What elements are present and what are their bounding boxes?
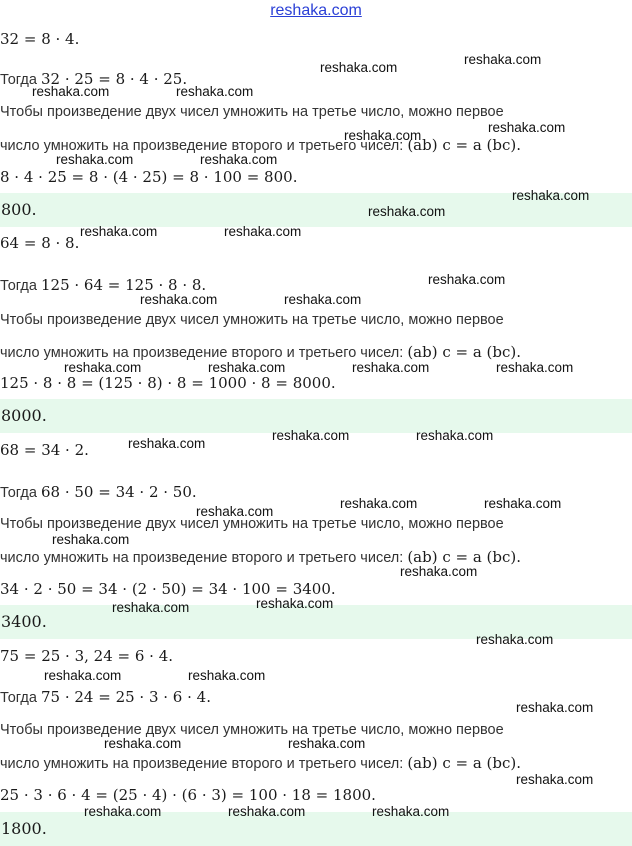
rule-text: число умножить на произведение второго и третьего чисел: (0, 550, 404, 566)
watermark: reshaka.com (140, 292, 218, 307)
watermark: reshaka.com (208, 360, 286, 375)
then-label: Тогда (0, 72, 37, 88)
watermark: reshaka.com (228, 804, 306, 819)
rule-line-4b (0, 754, 521, 772)
answer-value: 3400. (1, 612, 47, 631)
watermark: reshaka.com (112, 600, 190, 615)
answer-value: 1800. (1, 819, 47, 838)
watermark: reshaka.com (284, 292, 362, 307)
rule-text: число умножить на произведение второго и третьего чисел: (0, 138, 404, 154)
watermark: reshaka.com (288, 736, 366, 751)
rule-line-2b (0, 343, 521, 361)
calc-line-2: 125 · 8 · 8 = (125 · 8) · 8 = 1000 · 8 = 8000. (0, 374, 336, 392)
watermark: reshaka.com (176, 84, 254, 99)
watermark: reshaka.com (512, 188, 590, 203)
watermark: reshaka.com (196, 504, 274, 519)
rule-line-2a: Чтобы произведение двух чисел умножить на третье число, можно первое (0, 312, 504, 328)
watermark: reshaka.com (32, 84, 110, 99)
watermark: reshaka.com (428, 272, 506, 287)
watermark: reshaka.com (44, 668, 122, 683)
watermark: reshaka.com (256, 596, 334, 611)
watermark: reshaka.com (464, 52, 542, 67)
then-expression: 75 · 24 = 25 · 3 · 6 · 4. (40, 688, 211, 706)
watermark: reshaka.com (272, 428, 350, 443)
watermark: reshaka.com (344, 128, 422, 143)
factor-line-1: 32 = 8 · 4. (0, 30, 80, 48)
then-label: Тогда (0, 690, 37, 706)
answer-value: 8000. (1, 406, 47, 425)
watermark: reshaka.com (104, 736, 182, 751)
rule-formula: (ab) c = a (bc). (407, 343, 522, 361)
then-expression: 68 · 50 = 34 · 2 · 50. (40, 483, 197, 501)
watermark: reshaka.com (484, 496, 562, 511)
rule-text: число умножить на произведение второго и третьего чисел: (0, 756, 404, 772)
rule-text: число умножить на произведение второго и третьего чисел: (0, 345, 404, 361)
watermark: reshaka.com (52, 532, 130, 547)
watermark: reshaka.com (56, 152, 134, 167)
then-expression: 125 · 64 = 125 · 8 · 8. (40, 276, 207, 294)
watermark: reshaka.com (188, 668, 266, 683)
then-label: Тогда (0, 485, 37, 501)
watermark: reshaka.com (200, 152, 278, 167)
then-line-3 (0, 483, 197, 501)
rule-formula: (ab) c = a (bc). (407, 548, 522, 566)
calc-line-3: 34 · 2 · 50 = 34 · (2 · 50) = 34 · 100 = 3400. (0, 580, 336, 598)
watermark: reshaka.com (516, 700, 594, 715)
site-header-link[interactable]: reshaka.com (270, 2, 362, 19)
watermark: reshaka.com (416, 428, 494, 443)
factor-line-2: 64 = 8 · 8. (0, 234, 80, 252)
watermark: reshaka.com (224, 224, 302, 239)
watermark: reshaka.com (80, 224, 158, 239)
then-label: Тогда (0, 278, 37, 294)
calc-line-4: 25 · 3 · 6 · 4 = (25 · 4) · (6 · 3) = 100 · 18 = 1800. (0, 786, 376, 804)
watermark: reshaka.com (320, 60, 398, 75)
watermark: reshaka.com (84, 804, 162, 819)
factor-line-3: 68 = 34 · 2. (0, 441, 89, 459)
then-line-4 (0, 688, 211, 706)
watermark: reshaka.com (372, 804, 450, 819)
rule-formula: (ab) c = a (bc). (407, 754, 522, 772)
calc-line-1: 8 · 4 · 25 = 8 · (4 · 25) = 8 · 100 = 800. (0, 168, 298, 186)
answer-value: 800. (1, 200, 37, 219)
watermark: reshaka.com (496, 360, 574, 375)
watermark: reshaka.com (400, 564, 478, 579)
watermark: reshaka.com (368, 204, 446, 219)
rule-formula: (ab) c = a (bc). (407, 136, 522, 154)
watermark: reshaka.com (516, 772, 594, 787)
factor-line-4: 75 = 25 · 3, 24 = 6 · 4. (0, 647, 174, 665)
watermark: reshaka.com (488, 120, 566, 135)
watermark: reshaka.com (64, 360, 142, 375)
watermark: reshaka.com (340, 496, 418, 511)
watermark: reshaka.com (128, 436, 206, 451)
watermark: reshaka.com (352, 360, 430, 375)
rule-line-4a: Чтобы произведение двух чисел умножить на третье число, можно первое (0, 722, 504, 738)
then-expression: 32 · 25 = 8 · 4 · 25. (40, 70, 188, 88)
watermark: reshaka.com (476, 632, 554, 647)
rule-line-1a: Чтобы произведение двух чисел умножить на третье число, можно первое (0, 104, 504, 120)
rule-line-3a: Чтобы произведение двух чисел умножить на третье число, можно первое (0, 516, 504, 532)
